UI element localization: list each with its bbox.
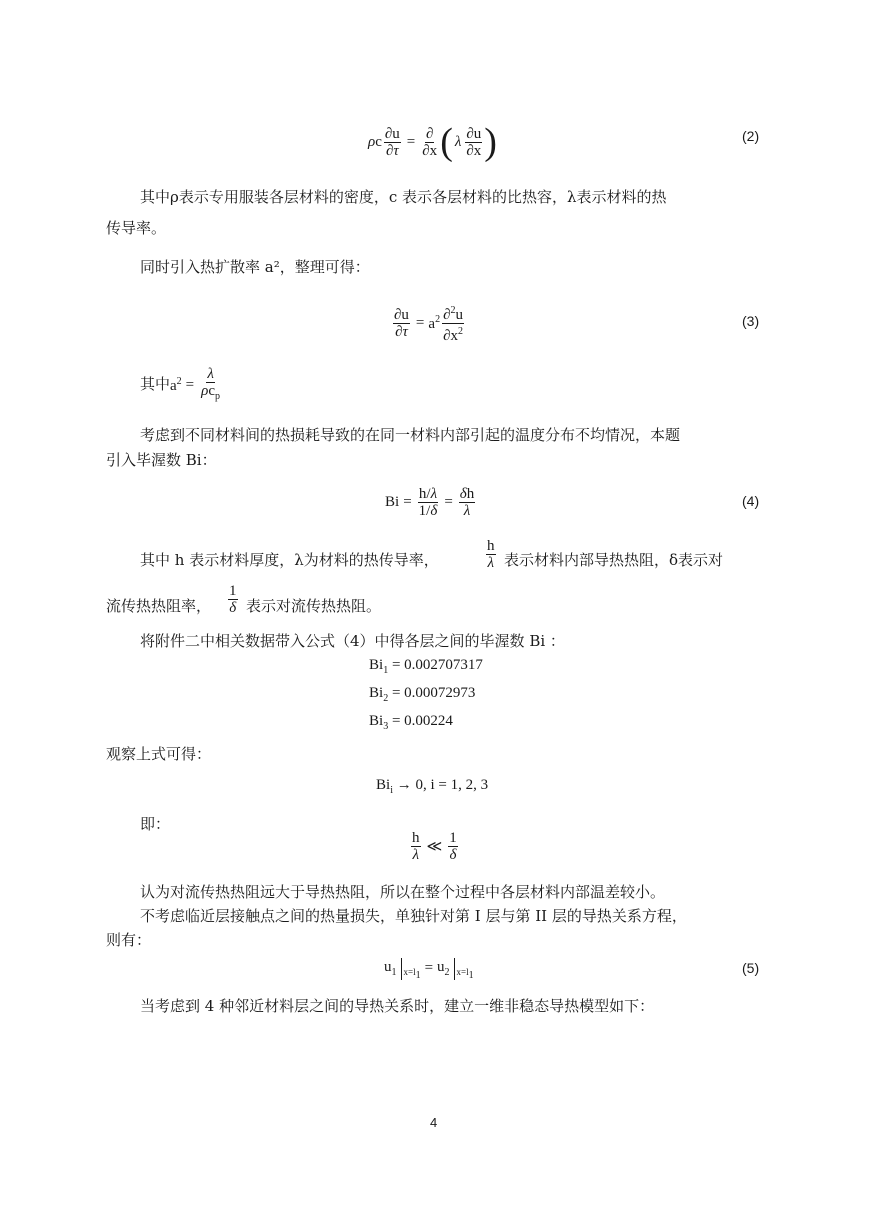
paragraph-biot-data: 将附件二中相关数据带入公式（4）中得各层之间的毕渥数 Bi ： [140,632,565,650]
paragraph-thermal-diffusivity: 同时引入热扩散率 a²，整理可得： [140,258,370,276]
paragraph-conclusion: 认为对流传热热阻远大于导热热阻，所以在整个过程中各层材料内部温差较小。 [140,883,666,901]
bi-value-3: $Bi_3 = 0.00224$ [369,713,453,732]
biot-limit: $Bi_i \to 0$, i = 1, 2, 3 [376,777,489,796]
fraction-1-over-delta: $\frac{1}{\delta}$ [229,583,237,616]
bi-value-3-number: 0.00224 [404,713,453,729]
paragraph-variables-line2-a: 流传热热阻率， [106,597,212,615]
paragraph-contact: 不考虑临近层接触点之间的热量损失，单独针对第 I 层与第 II 层的导热关系方程， [140,907,687,925]
paragraph-contact-cont: 则有： [106,931,152,949]
equation-2-number: (2) [742,128,760,144]
paragraph-namely: 即： [140,815,171,833]
equation-3: $\frac{\partial u}{\partial\tau}$ = $a^2$ $\frac{\partial^2u}{\partial x^2}$ [394,304,463,344]
equation-2: ρ c $\frac{\partial u}{\partial\tau}$ = $\frac{\partial}{\partial x}$ ( λ $\frac{\partial u}{\partial x}$ ) [368,121,497,163]
equation-5: $u_1$ $x=l_1$ = $u_2$ $x=l_1$ [384,959,474,981]
bi-value-1-number: 0.002707317 [404,657,483,673]
bi-value-2-number: 0.00072973 [404,685,476,701]
resistance-inequality: $\frac{h}{\lambda}$ ≪ $\frac{1}{\delta}$ [412,830,457,863]
paragraph-variables-a: 其中 h 表示材料厚度，λ为材料的热传导率， [140,551,439,569]
paragraph-a2-prefix: 其中 [140,375,171,393]
paragraph-variables-b: 表示材料内部导热热阻，δ表示对 [504,551,724,569]
paragraph-biot-intro: 考虑到不同材料间的热损耗导致的在同一材料内部引起的温度分布不均情况，本题 [140,426,681,444]
bi-value-1: $Bi_1 = 0.002707317$ [369,657,483,676]
page-number: 4 [430,1115,438,1130]
paragraph-variables-line2-b: 表示对流传热热阻。 [246,597,382,615]
a2-definition: $a^2$ = $\frac{\lambda}{\rho c_p}$ [170,365,221,402]
paragraph-biot-intro-cont: 引入毕渥数 Bi： [106,451,217,469]
paragraph-observe: 观察上式可得： [106,745,212,763]
equation-5-number: (5) [742,960,760,976]
equation-4-number: (4) [742,493,760,509]
equation-3-number: (3) [742,313,760,329]
equation-4: Bi = $\frac{h/\lambda}{1/\delta}$ = $\frac{\delta h}{\lambda}$ [385,485,475,519]
paragraph-density-definition: 其中ρ表示专用服装各层材料的密度，c 表示各层材料的比热容，λ表示材料的热 [140,188,667,206]
fraction-h-over-lambda: $\frac{h}{\lambda}$ [487,538,495,571]
paragraph-density-definition-cont: 传导率。 [106,219,167,237]
bi-value-2: $Bi_2 = 0.00072973$ [369,685,476,704]
paragraph-model: 当考虑到 4 种邻近材料层之间的导热关系时，建立一维非稳态导热模型如下： [140,997,655,1015]
